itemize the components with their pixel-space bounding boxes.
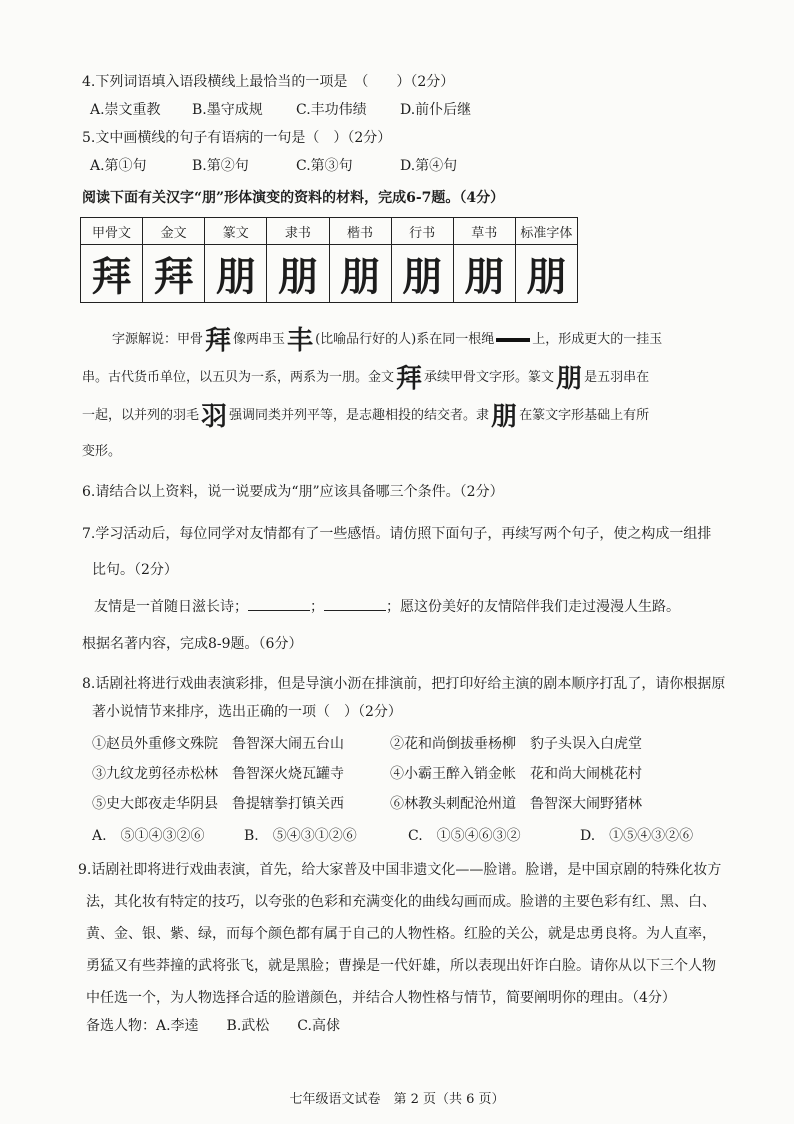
inline-glyph: 拜	[396, 364, 423, 394]
question-9-line: 法，其化妆有特定的技巧，以夸张的色彩和充满变化的曲线勾画而成。脸谱的主要色彩有红、黑、白、	[86, 894, 716, 910]
question-8-line-1: 8.话剧社将进行戏曲表演彩排，但是导演小沥在排演前，把打印好给主演的剧本顺序打乱了，请你根据原	[82, 676, 726, 692]
q8-option-b: B. ⑤④③①②⑥	[244, 828, 357, 844]
sentence-text: 友情是一首随日滋长诗；	[94, 599, 248, 615]
table-header-cell: 篆文	[205, 218, 267, 245]
question-9-line: 勇猛又有些莽撞的武将张飞，就是黑脸；曹操是一代奸雄，所以表现出奸诈白脸。请你从以下三个人物	[86, 958, 716, 974]
q8-option-d: D. ①⑤④③②⑥	[580, 828, 694, 844]
question-4-stem: 4.下列词语填入语段横线上最恰当的一项是 （ ）（2分）	[82, 74, 455, 90]
character-evolution-table	[80, 217, 578, 303]
etymology-text: 串。古代货币单位，以五贝为一系，两系为一朋。金文	[82, 370, 395, 385]
inline-glyph: 拜	[205, 326, 232, 356]
inline-glyph: 朋	[491, 402, 518, 432]
q8-item: ⑤史大郎夜走华阴县 鲁提辖拳打镇关西	[92, 796, 344, 812]
etymology-text: 承续甲骨文字形。篆文	[424, 370, 555, 385]
rope-stroke	[496, 338, 530, 342]
glyph-oracle-bone: 拜	[81, 245, 143, 303]
etymology-text: 上，形成更大的一挂玉	[532, 332, 663, 347]
question-7-sentence	[94, 596, 680, 617]
etymology-text: 强调同类并列平等，是志趣相投的结交者。隶	[229, 408, 490, 423]
q5-option-d: D.第④句	[400, 158, 458, 174]
section-intro: 根据名著内容，完成8-9题。（6分）	[82, 636, 303, 652]
glyph-cursive: 朋	[453, 245, 515, 303]
glyph-seal: 朋	[205, 245, 267, 303]
page-footer: 七年级语文试卷 第 2 页（共 6 页）	[289, 1092, 505, 1107]
etymology-line-1	[112, 328, 662, 354]
question-8-line-2: 著小说情节来排序，选出正确的一项（ ）（2分）	[92, 704, 402, 720]
etymology-line-3	[82, 404, 649, 430]
etymology-text: 是五羽串在	[584, 370, 650, 385]
q8-option-c: C. ①⑤④⑥③②	[408, 828, 521, 844]
q4-option-a: A.崇文重教	[90, 102, 161, 118]
question-9-line: 中任选一个，为人物选择合适的脸谱颜色，并结合人物性格与情节，简要阐明你的理由。（4分）	[86, 990, 676, 1006]
q8-item: ④小霸王醉入销金帐 花和尚大闹桃花村	[390, 766, 642, 782]
etymology-line-4: 变形。	[82, 444, 122, 459]
table-header-cell: 甲骨文	[81, 218, 143, 245]
q8-item: ①赵员外重修文殊院 鲁智深大闹五台山	[92, 736, 344, 752]
etymology-text: (比喻品行好的人)系在同一根绳	[315, 332, 495, 347]
etymology-text: 在篆文字形基础上有所	[519, 408, 650, 423]
sentence-text: ；愿这份美好的友情陪伴我们走过漫漫人生路。	[386, 599, 680, 615]
glyph-running: 朋	[391, 245, 453, 303]
inline-glyph: 朋	[556, 364, 583, 394]
question-9-line: 黄、金、银、紫、绿，而每个颜色都有属于自己的人物性格。红脸的关公，就是忠勇良将。为人直率，	[86, 926, 716, 942]
q4-option-d: D.前仆后继	[400, 102, 472, 118]
glyph-bronze: 拜	[143, 245, 205, 303]
table-header-cell: 标准字体	[515, 218, 577, 245]
q5-option-c: C.第③句	[296, 158, 353, 174]
q4-option-c: C.丰功伟绩	[296, 102, 367, 118]
reading-intro: 阅读下面有关汉字“朋”形体演变的资料的材料，完成6-7题。（4分）	[82, 190, 505, 206]
table-header-cell: 隶书	[267, 218, 329, 245]
etymology-line-2	[82, 366, 649, 392]
etymology-text: 像两串玉	[233, 332, 286, 347]
table-header-cell: 金文	[143, 218, 205, 245]
q5-option-b: B.第②句	[192, 158, 249, 174]
table-header-cell: 行书	[391, 218, 453, 245]
q8-item: ③九纹龙剪径赤松林 鲁智深火烧瓦罐寺	[92, 766, 344, 782]
question-9-candidates: 备选人物：A.李逵 B.武松 C.高俅	[86, 1018, 340, 1034]
glyph-regular: 朋	[329, 245, 391, 303]
q8-item: ②花和尚倒拔垂杨柳 豹子头误入白虎堂	[390, 736, 642, 752]
q8-option-a: A. ⑤①④③②⑥	[92, 828, 205, 844]
inline-glyph: 丰	[287, 326, 314, 356]
answer-blank-2[interactable]	[324, 596, 386, 611]
table-header-cell: 楷书	[329, 218, 391, 245]
q5-option-a: A.第①句	[90, 158, 147, 174]
question-9-line: 9.话剧社即将进行戏曲表演，首先，给大家普及中国非遗文化——脸谱。脸谱，是中国京剧的特殊化妆方	[78, 862, 722, 878]
glyph-standard: 朋	[515, 245, 577, 303]
question-5-stem: 5.文中画横线的句子有语病的一句是（ ）（2分）	[82, 130, 392, 146]
etymology-text: 一起，以并列的羽毛	[82, 408, 200, 423]
q8-item: ⑥林教头刺配沧州道 鲁智深大闹野猪林	[390, 796, 642, 812]
sentence-separator: ；	[310, 599, 324, 615]
etymology-text: 字源解说：甲骨	[112, 332, 204, 347]
answer-blank-1[interactable]	[248, 596, 310, 611]
inline-glyph: 羽	[201, 402, 228, 432]
table-header-cell: 草书	[453, 218, 515, 245]
question-6: 6.请结合以上资料，说一说要成为“朋”应该具备哪三个条件。（2分）	[82, 484, 504, 500]
glyph-clerical: 朋	[267, 245, 329, 303]
question-7-line-2: 比句。（2分）	[92, 562, 178, 578]
question-7-line-1: 7.学习活动后，每位同学对友情都有了一些感悟。请仿照下面句子，再续写两个句子，使之构成一组排	[82, 526, 712, 542]
q4-option-b: B.墨守成规	[192, 102, 263, 118]
